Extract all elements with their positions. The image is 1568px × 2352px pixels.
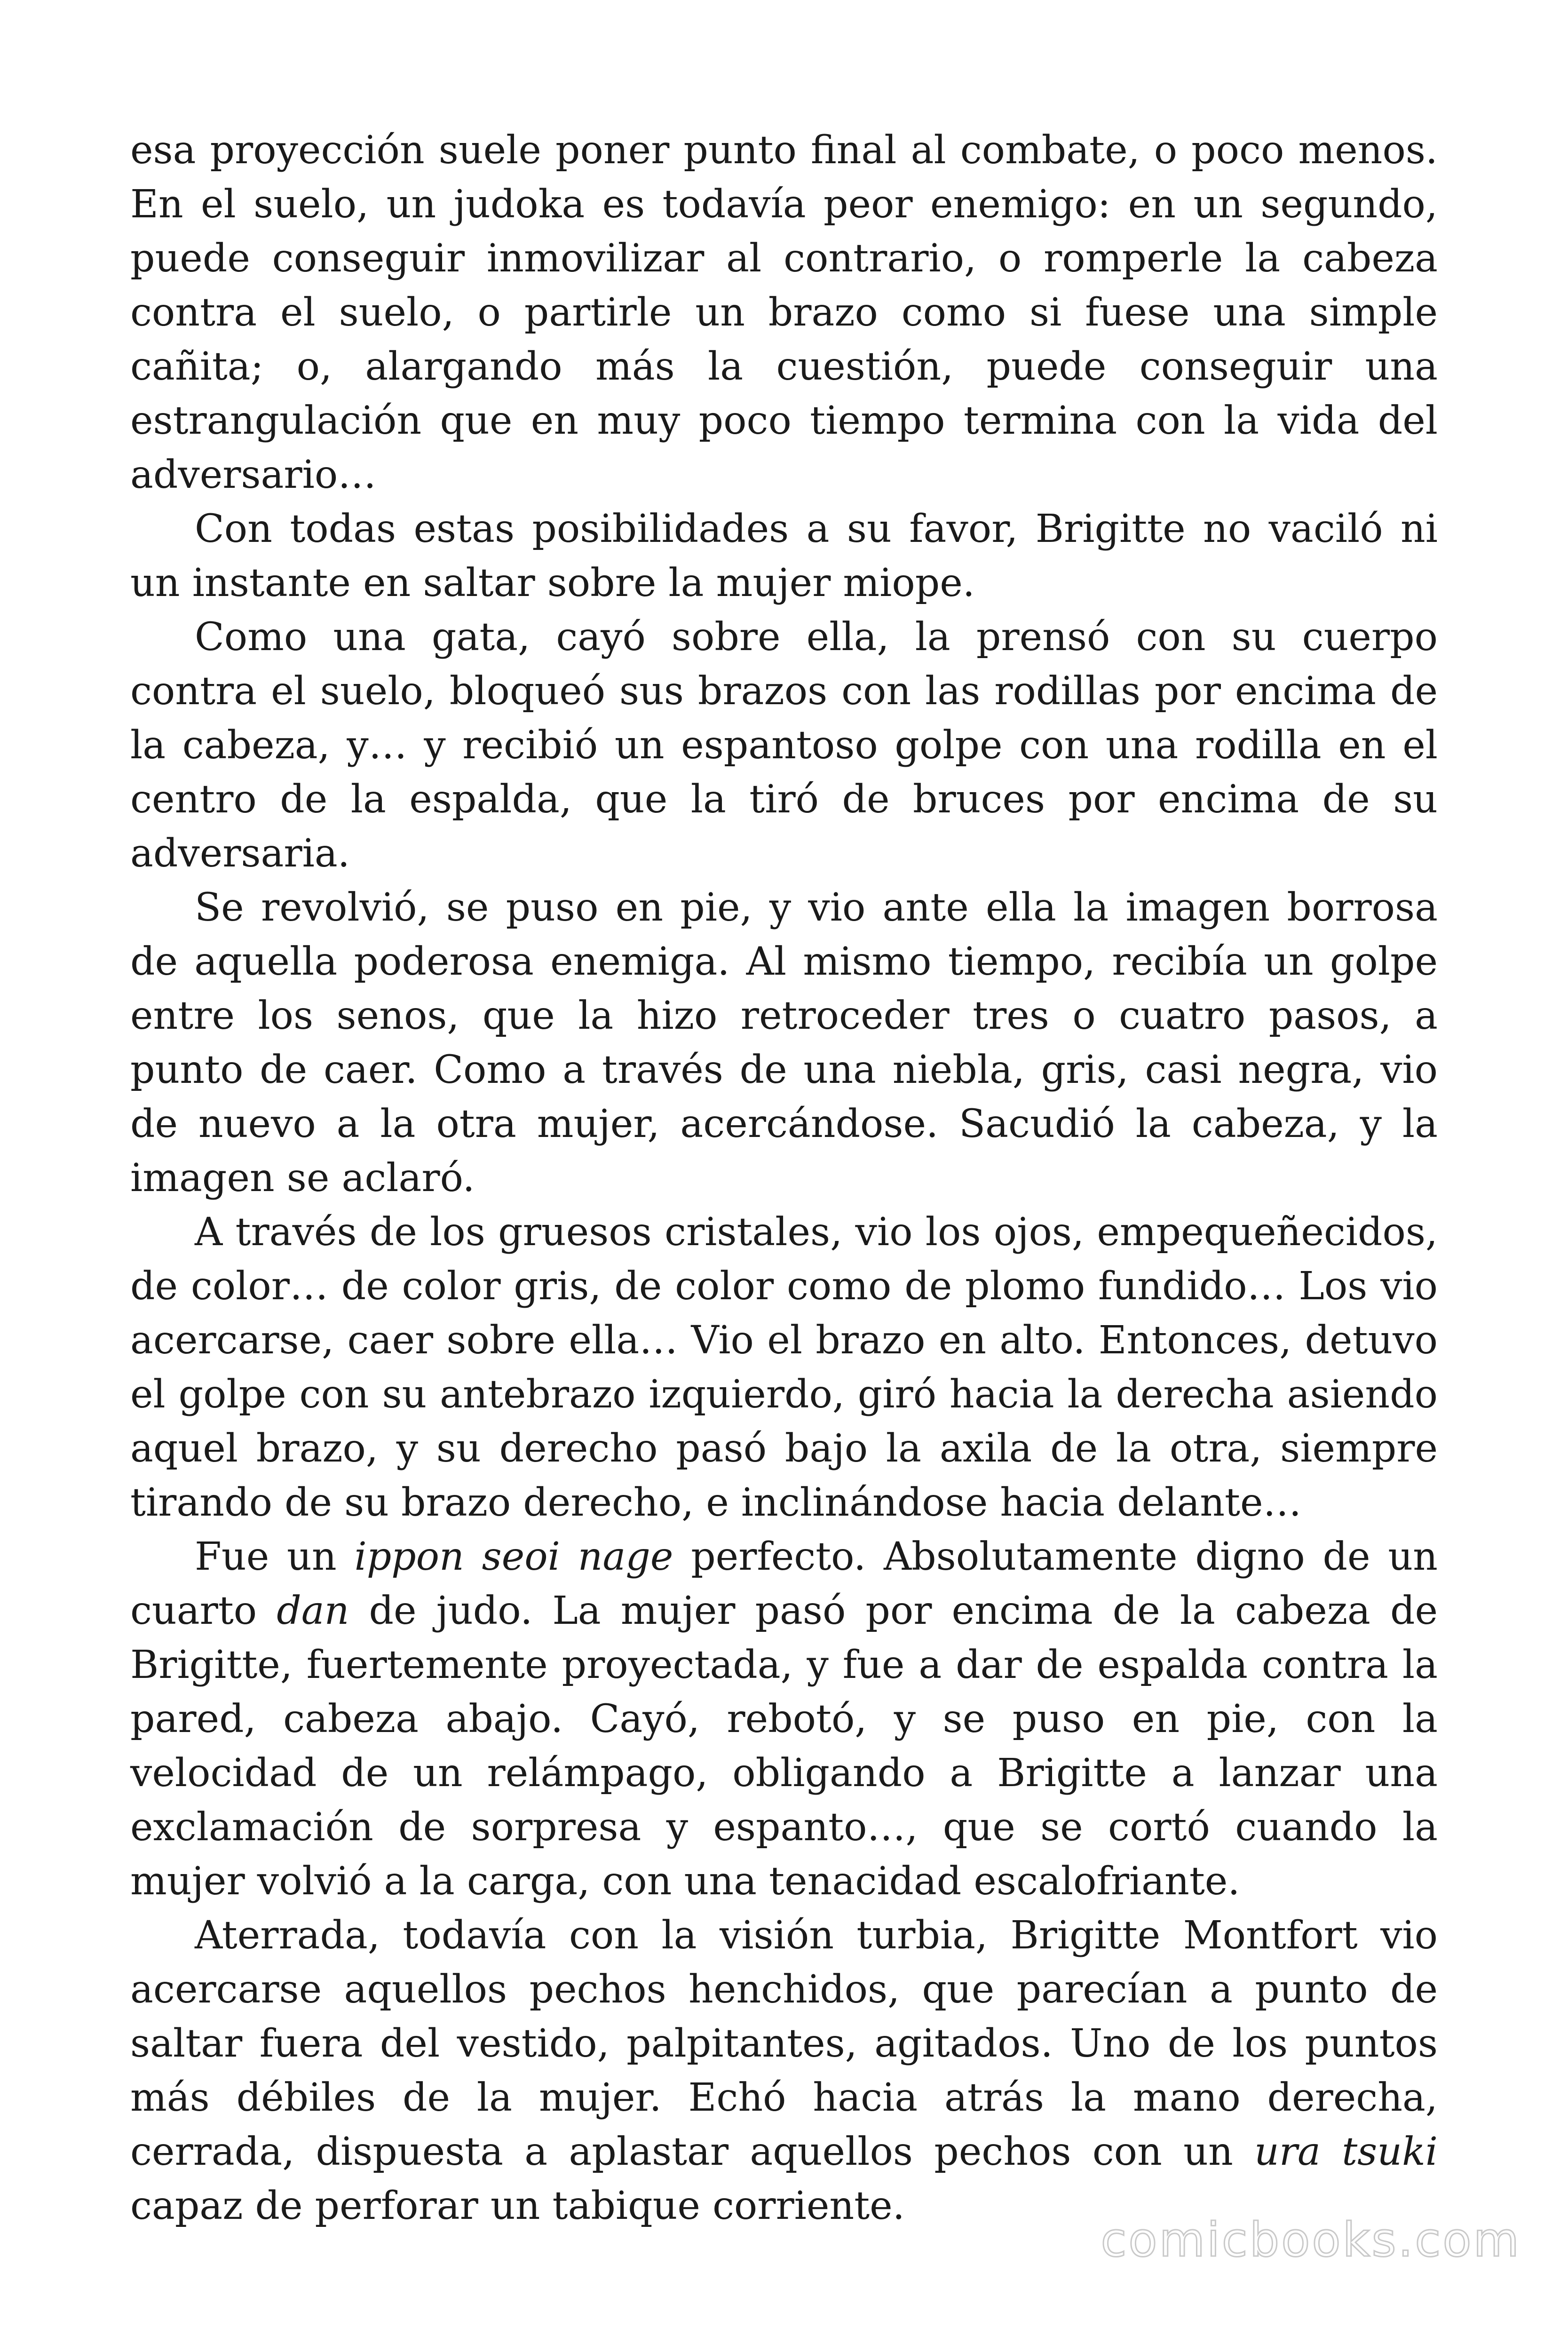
paragraph-4 (130, 881, 1438, 1205)
paragraph-2 (130, 502, 1438, 610)
watermark: comicbooks.com (1101, 2212, 1521, 2267)
text-segment: esa proyección suele poner punto final al combate, o poco menos. En el suelo, un judoka es todavía peor enemigo: en un segundo, puede conseguir inmovilizar al contrario, o romperle la cabeza contra el suelo, o partirle un brazo como si fuese una simple cañita; o, alargando más la cuestión, puede conseguir una estrangulación que en muy poco tiempo termina con la vida del adversario… (130, 128, 1438, 497)
paragraph-5 (130, 1205, 1438, 1530)
italic-term: ura tsuki (1254, 2130, 1438, 2174)
text-segment: Aterrada, todavía con la visión turbia, Brigitte Montfort vio acercarse aquellos pechos henchidos, que parecían a punto de saltar fuera del vestido, palpitantes, agitados. Uno de los puntos más débiles de la mujer. Echó hacia atrás la mano derecha, cerrada, dispuesta a aplastar aquellos pechos con un (130, 1913, 1438, 2174)
paragraph-6 (130, 1530, 1438, 1908)
text-segment: Con todas estas posibilidades a su favor, Brigitte no vaciló ni un instante en saltar sobre la mujer miope. (130, 507, 1438, 605)
page-body (130, 123, 1438, 2233)
text-segment: capaz de perforar un tabique corriente. (130, 2184, 905, 2228)
italic-term: ippon seoi nage (354, 1534, 673, 1579)
text-segment: de judo. La mujer pasó por encima de la cabeza de Brigitte, fuertemente proyectada, y fue a dar de espalda contra la pared, cabeza abajo. Cayó, rebotó, y se puso en pie, con la velocidad de un relámpago, obligando a Brigitte a lanzar una exclamación de sorpresa y espanto…, que se cortó cuando la mujer volvió a la carga, con una tenacidad escalofriante. (130, 1589, 1438, 1904)
paragraph-3 (130, 610, 1438, 881)
text-segment: perfecto. Absolutamente digno de un cuarto (130, 1534, 1438, 1633)
paragraph-1 (130, 123, 1438, 502)
text-segment: A través de los gruesos cristales, vio los ojos, empequeñecidos, de color… de color gris, de color como de plomo fundido… Los vio acercarse, caer sobre ella… Vio el brazo en alto. Entonces, detuvo el golpe con su antebrazo izquierdo, giró hacia la derecha asiendo aquel brazo, y su derecho pasó bajo la axila de la otra, siempre tirando de su brazo derecho, e inclinándose hacia delante… (130, 1210, 1438, 1525)
paragraph-7 (130, 1908, 1438, 2233)
text-segment: Se revolvió, se puso en pie, y vio ante ella la imagen borrosa de aquella poderosa enemiga. Al mismo tiempo, recibía un golpe entre los senos, que la hizo retroceder tres o cuatro pasos, a punto de caer. Como a través de una niebla, gris, casi negra, vio de nuevo a la otra mujer, acercándose. Sacudió la cabeza, y la imagen se aclaró. (130, 885, 1438, 1200)
text-segment: Como una gata, cayó sobre ella, la prensó con su cuerpo contra el suelo, bloqueó sus brazos con las rodillas por encima de la cabeza, y… y recibió un espantoso golpe con una rodilla en el centro de la espalda, que la tiró de bruces por encima de su adversaria. (130, 615, 1438, 876)
italic-term: dan (277, 1589, 349, 1633)
text-segment: Fue un (195, 1534, 355, 1579)
